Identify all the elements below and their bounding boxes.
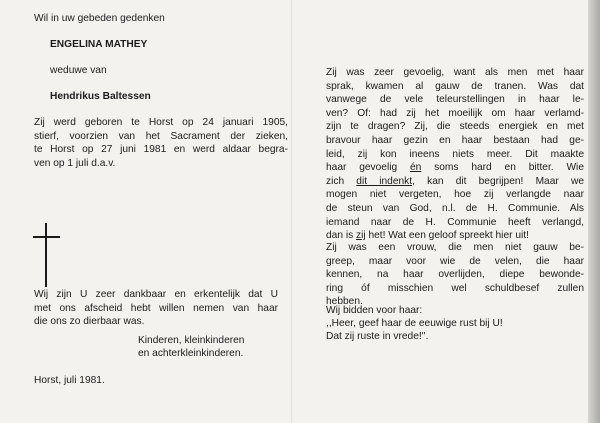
text-line: ring óf misschien wel schuldbesef zullen — [326, 282, 584, 294]
text-line: sprak, kwamen al gauw de tranen. Was dat — [326, 80, 584, 92]
bio-line: Zij werd geboren te Horst op 24 januari 1905, — [34, 117, 288, 128]
text-line: Zij was een vrouw, die men niet gauw be- — [326, 242, 584, 253]
prayer-line: ,,Heer, geef haar de eeuwige rust bij U! — [326, 318, 503, 329]
text-line: bravour haar gezin en haar bestaan had ge- — [326, 134, 584, 146]
underlined-word: dit indenkt — [356, 175, 413, 187]
text-segment: zich — [326, 175, 357, 187]
cross-icon — [45, 223, 47, 287]
thanks-line: Wij zijn U zeer dankbaar en erkentelijk dat U — [34, 289, 278, 300]
thanks-paragraph — [34, 288, 278, 329]
text-segment: haar gevoelig — [326, 162, 410, 174]
text-line: ven? Of: had zij het moeilijk om haar verlamd- — [326, 107, 584, 119]
husband-name: Hendrikus Baltessen — [50, 91, 151, 102]
bio-line: te Horst op 27 juni 1981 en werd aldaar begra- — [34, 144, 288, 156]
text-segment: dan is — [326, 230, 357, 242]
text-line: iemand naar de H. Communie heeft verlangd, — [326, 216, 584, 228]
thanks-line: met ons afscheid hebt willen nemen van haar — [34, 302, 278, 314]
text-line: Zij was zeer gevoelig, want als men met haar — [326, 67, 584, 78]
text-segment: , kan dit begrijpen! Maar we — [412, 175, 584, 187]
text-line: leid, zij kon ineens niets meer. Dit maakte — [326, 148, 584, 160]
bio-line: ven op 1 juli d.a.v. — [34, 157, 116, 169]
underlined-word: én — [410, 162, 422, 174]
text-line: greep, maar voor wie de velen, die haar — [326, 255, 584, 267]
text-line — [326, 175, 584, 189]
bio-line: stierf, voorzien van het Sacrament der zieken, — [34, 130, 288, 142]
text-line: zijn te dragen? Zij, die steeds energiek en met — [326, 121, 584, 133]
card-fold — [291, 0, 292, 423]
text-segment: het! Wat een geloof spreekt hier uit! — [365, 230, 529, 242]
prayer-line: Dat zij ruste in vrede!''. — [326, 331, 429, 342]
text-line: vanwege de vele teleurstellingen in haar le- — [326, 94, 584, 106]
text-line: de steun van God, n.l. de H. Communie. Als — [326, 202, 584, 214]
text-line — [326, 161, 584, 175]
underlined-word: zij — [356, 230, 366, 242]
text-segment: soms hard en bitter. Wie — [421, 162, 584, 174]
biography — [34, 116, 288, 170]
cross-icon-bar — [33, 236, 60, 238]
deceased-name: ENGELINA MATHEY — [50, 39, 148, 50]
text-line: kennen, na haar overlijden, diepe bewonde- — [326, 269, 584, 281]
family-line: en achterkleinkinderen. — [138, 348, 244, 359]
thanks-line: die ons zo dierbaar was. — [34, 316, 145, 328]
header-text: Wil in uw gebeden gedenken — [34, 13, 165, 24]
family-line: Kinderen, kleinkinderen — [138, 335, 245, 346]
woman-paragraph — [326, 241, 584, 309]
character-paragraph — [326, 66, 584, 243]
text-line: hebben. — [326, 296, 363, 308]
widow-of-text: weduwe van — [50, 65, 107, 76]
text-line: mogen niet vergeten, hoe zij verlangde naar — [326, 189, 584, 201]
place-date: Horst, juli 1981. — [34, 375, 105, 386]
prayer-intro: Wij bidden voor haar: — [326, 305, 423, 316]
card-shadow — [588, 0, 600, 423]
